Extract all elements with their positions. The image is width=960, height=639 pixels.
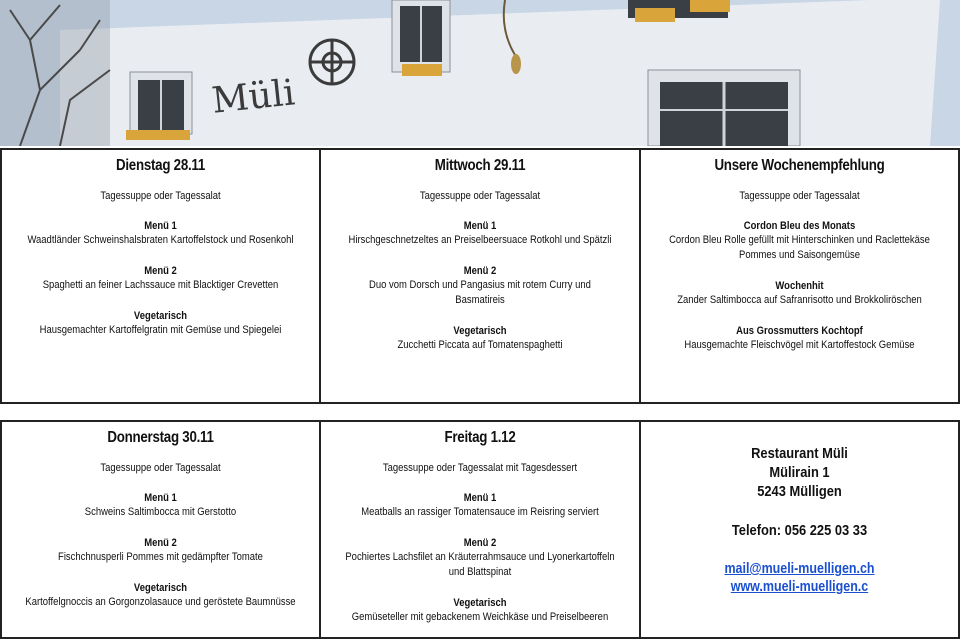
course-desc: Gemüseteller mit gebackenem Weichkäse und Preiselbeeren: [351, 611, 609, 623]
menu-row-2: [0, 420, 960, 639]
email-link[interactable]: mail@mueli-muelligen.ch: [724, 561, 875, 577]
tree-area: [0, 0, 110, 146]
day-title: Dienstag 28.11: [115, 157, 206, 174]
course-desc: Cordon Bleu Rolle gefüllt mit Hinterschinken und Raclettekäse Pommes und Saisongemüse: [669, 234, 930, 261]
soup-line: Tagessuppe oder Tagessalat: [100, 190, 221, 202]
course-desc: Zander Saltimbocca auf Safranrisotto und Brokkoliröschen: [677, 294, 922, 306]
course: [321, 264, 639, 308]
course-title: Menü 1: [463, 492, 497, 504]
soup-line: Tagessuppe oder Tagessalat: [419, 190, 541, 202]
day-title: Mittwoch 29.11: [434, 157, 526, 174]
course-title: Vegetarisch: [453, 325, 507, 337]
hanging-ornament: [511, 54, 521, 74]
day-cell-thursday: [2, 422, 321, 637]
window-left: [126, 72, 192, 140]
course: [321, 324, 639, 353]
soup-line: Tagessuppe oder Tagessalat: [100, 462, 221, 474]
course-desc: Hirschgeschnetzeltes an Preiselbeersuace Rotkohl und Spätzli: [348, 234, 612, 246]
course-title: Menü 2: [463, 537, 497, 549]
window-center: [392, 0, 450, 76]
course-desc: Spaghetti an feiner Lachssauce mit Blacktiger Crevetten: [42, 279, 279, 291]
day-cell-tuesday: [2, 150, 321, 402]
course: [321, 219, 639, 248]
phone-number: Telefon: 056 225 03 33: [731, 522, 868, 539]
course-desc: Zucchetti Piccata auf Tomatenspaghetti: [397, 339, 563, 351]
course-title: Vegetarisch: [453, 597, 507, 609]
course: [641, 324, 958, 353]
restaurant-name: Restaurant Müli: [751, 445, 848, 462]
course: [641, 279, 958, 308]
city-address: 5243 Mülligen: [757, 483, 842, 500]
course-title: Cordon Bleu des Monats: [743, 220, 856, 232]
course-desc: Kartoffelgnoccis an Gorgonzolasauce und geröstete Baumnüsse: [25, 596, 296, 608]
soup-line: Tagessuppe oder Tagessalat mit Tagesdessert: [382, 462, 578, 474]
recommendation-title: Unsere Wochenempfehlung: [714, 157, 885, 174]
course-desc: Meatballs an rassiger Tomatensauce im Reisring serviert: [361, 506, 599, 518]
course: [2, 536, 319, 565]
course-desc: Schweins Saltimbocca mit Gerstotto: [84, 506, 237, 518]
sign-text: Müli: [209, 72, 297, 122]
day-cell-friday: [321, 422, 641, 637]
course: [2, 581, 319, 610]
course: [2, 219, 319, 248]
course-desc: Pochiertes Lachsfilet an Kräuterrahmsauce und Lyonerkartoffeln und Blattspinat: [345, 551, 615, 578]
course-desc: Hausgemachte Fleischvögel mit Kartoffestock Gemüse: [684, 339, 915, 351]
soup-line: Tagessuppe oder Tagessalat: [739, 190, 860, 202]
course-title: Menü 1: [144, 220, 177, 232]
window-right: [648, 70, 800, 146]
course: [2, 309, 319, 338]
course-desc: Hausgemachter Kartoffelgratin mit Gemüse und Spiegelei: [39, 324, 282, 336]
course-title: Menü 1: [144, 492, 177, 504]
course: [2, 491, 319, 520]
course: [2, 264, 319, 293]
emblem-icon: [310, 40, 354, 84]
course-desc: Duo vom Dorsch und Pangasius mit rotem Curry und Basmatireis: [369, 279, 591, 306]
course: [321, 491, 639, 520]
contact-cell: [641, 422, 958, 637]
course: [321, 536, 639, 580]
course: [641, 219, 958, 263]
course: [321, 596, 639, 625]
course-title: Vegetarisch: [133, 582, 188, 594]
course-title: Menü 2: [144, 265, 177, 277]
contact-links: [641, 560, 958, 596]
day-title: Donnerstag 30.11: [107, 429, 214, 446]
course-title: Menü 2: [463, 265, 497, 277]
day-cell-wednesday: [321, 150, 641, 402]
course-desc: Fischchnusperli Pommes mit gedämpfter Tomate: [58, 551, 263, 563]
course-title: Menü 2: [144, 537, 177, 549]
menu-row-1: [0, 148, 960, 404]
website-link[interactable]: www.mueli-muelligen.c: [730, 579, 869, 595]
course-title: Menü 1: [463, 220, 497, 232]
course-title: Wochenhit: [775, 280, 824, 292]
street-address: Mülirain 1: [769, 464, 830, 481]
weekly-recommendation-cell: [641, 150, 958, 402]
facade-illustration: [0, 0, 960, 146]
day-title: Freitag 1.12: [444, 429, 516, 446]
course-title: Vegetarisch: [133, 310, 188, 322]
course-desc: Waadtländer Schweinshalsbraten Kartoffelstock und Rosenkohl: [27, 234, 294, 246]
course-title: Aus Grossmutters Kochtopf: [736, 325, 863, 337]
restaurant-facade-photo: [0, 0, 960, 146]
